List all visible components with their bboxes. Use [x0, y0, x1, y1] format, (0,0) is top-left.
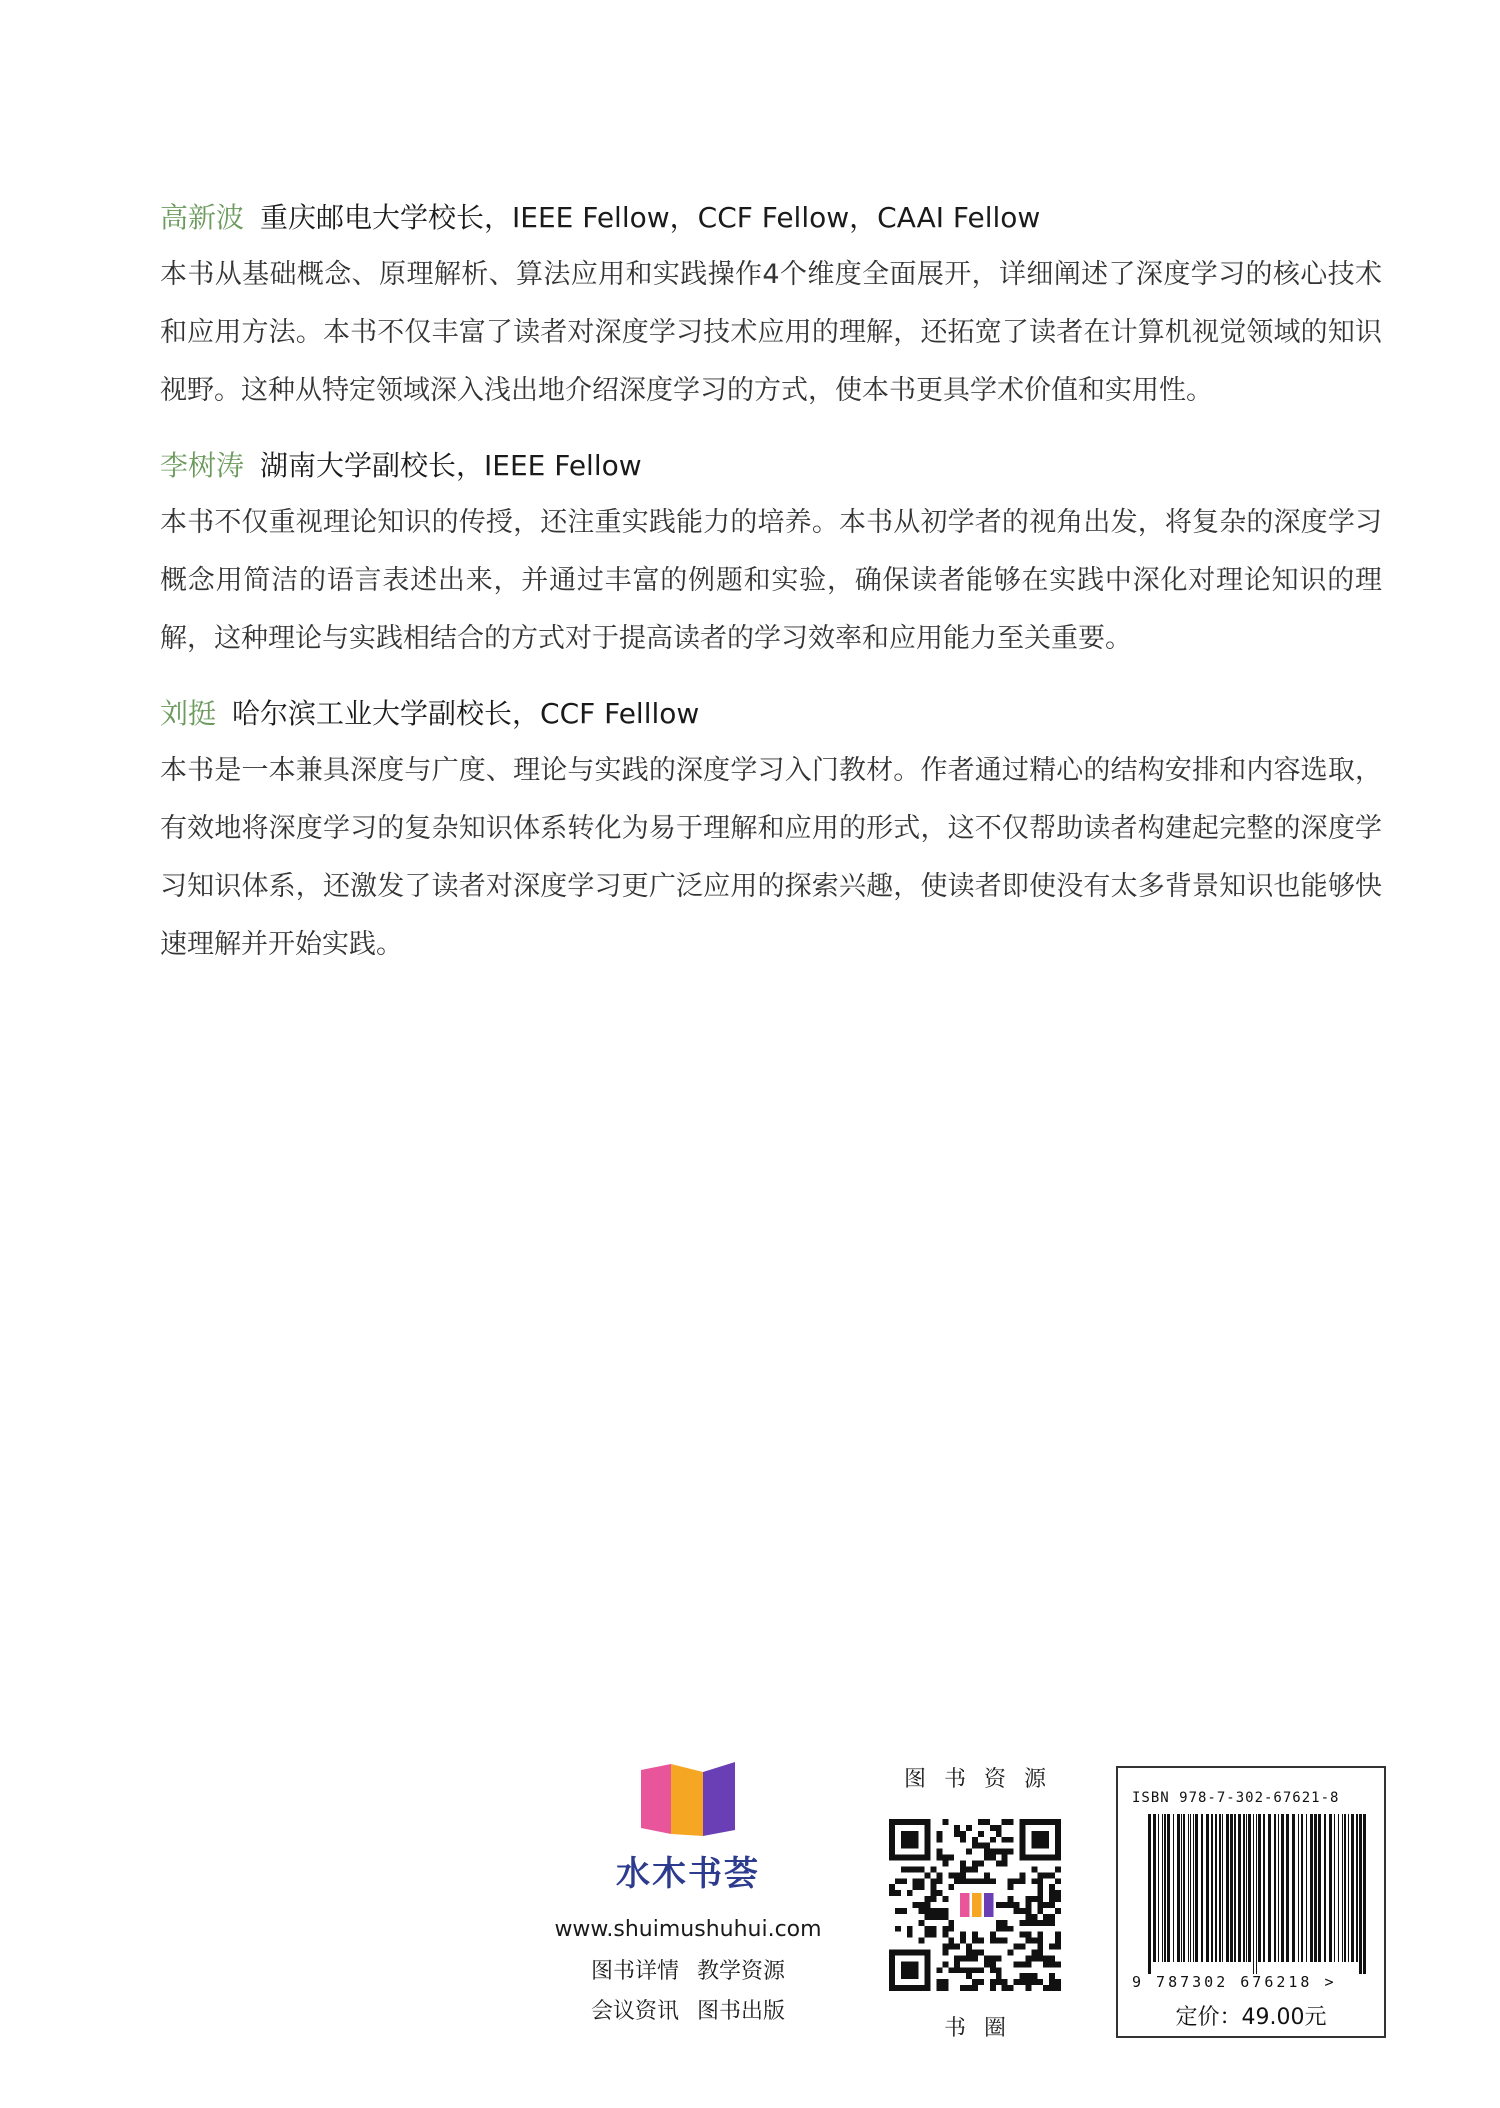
review-1 — [160, 190, 1382, 420]
isbn-label: ISBN 978-7-302-67621-8 — [1132, 1790, 1340, 1806]
link-book-publishing[interactable]: 图书出版 — [697, 1999, 786, 2024]
price-label: 定价：49.00元 — [1175, 2005, 1327, 2030]
qr-code-icon[interactable] — [889, 1819, 1061, 1991]
publisher-links — [548, 1952, 828, 2032]
review-1-header — [160, 190, 1382, 246]
qr-bottom-label: 书圈 — [943, 2016, 1024, 2041]
review-text: 本书从基础概念、原理解析、算法应用和实践操作4个维度全面展开，详细阐述了深度学习的核心技术和应用方法。本书不仅丰富了读者对深度学习技术应用的理解，还拓宽了读者在计算机视觉领域的知识视野。这种从特定领域深入浅出地介绍深度学习的方式，使本书更具学术价值和实用性。 — [160, 259, 1382, 406]
link-book-details[interactable]: 图书详情 — [590, 1959, 679, 1984]
reviewer-name: 李树涛 — [160, 449, 245, 482]
review-text: 本书是一本兼具深度与广度、理论与实践的深度学习入门教材。作者通过精心的结构安排和内容选取，有效地将深度学习的复杂知识体系转化为易于理解和应用的形式，这不仅帮助读者构建起完整的深度学习知识体系，还激发了读者对深度学习更广泛应用的探索兴趣，使读者即使没有太多背景知识也能够快速理解并开始实践。 — [160, 755, 1382, 960]
reviewer-name: 高新波 — [160, 201, 245, 234]
reviewer-name: 刘挺 — [160, 697, 217, 730]
review-text: 本书不仅重视理论知识的传授，还注重实践能力的培养。本书从初学者的视角出发，将复杂的深度学习概念用简洁的语言表述出来，并通过丰富的例题和实验，确保读者能够在实践中深化对理论知识的理解，这种理论与实践相结合的方式对于提高读者的学习效率和应用能力至关重要。 — [160, 507, 1382, 654]
review-3-header — [160, 686, 1382, 742]
review-2-header — [160, 438, 1382, 494]
reviewer-title: 哈尔滨工业大学副校长，CCF Felllow — [232, 697, 700, 730]
reviews-section — [160, 190, 1382, 992]
barcode-icon — [1146, 1814, 1368, 1974]
review-3 — [160, 686, 1382, 974]
reviewer-title: 湖南大学副校长，IEEE Fellow — [260, 449, 642, 482]
review-2 — [160, 438, 1382, 668]
link-teaching-resources[interactable]: 教学资源 — [697, 1959, 786, 1984]
publisher-url-link[interactable]: www.shuimushuhui.com — [554, 1917, 822, 1942]
isbn-box — [1116, 1766, 1386, 2038]
publisher-logo-icon — [633, 1758, 743, 1840]
reviewer-title: 重庆邮电大学校长，IEEE Fellow，CCF Fellow，CAAI Fellow — [260, 201, 1041, 234]
publisher-name: 水木书荟 — [616, 1854, 760, 1894]
link-conference-news[interactable]: 会议资讯 — [590, 1999, 679, 2024]
qr-block — [885, 1762, 1065, 2042]
qr-top-label: 图书资源 — [903, 1767, 1064, 1792]
publisher-block — [548, 1758, 828, 2032]
barcode-digits: 9 787302 676218 > — [1132, 1973, 1337, 1991]
